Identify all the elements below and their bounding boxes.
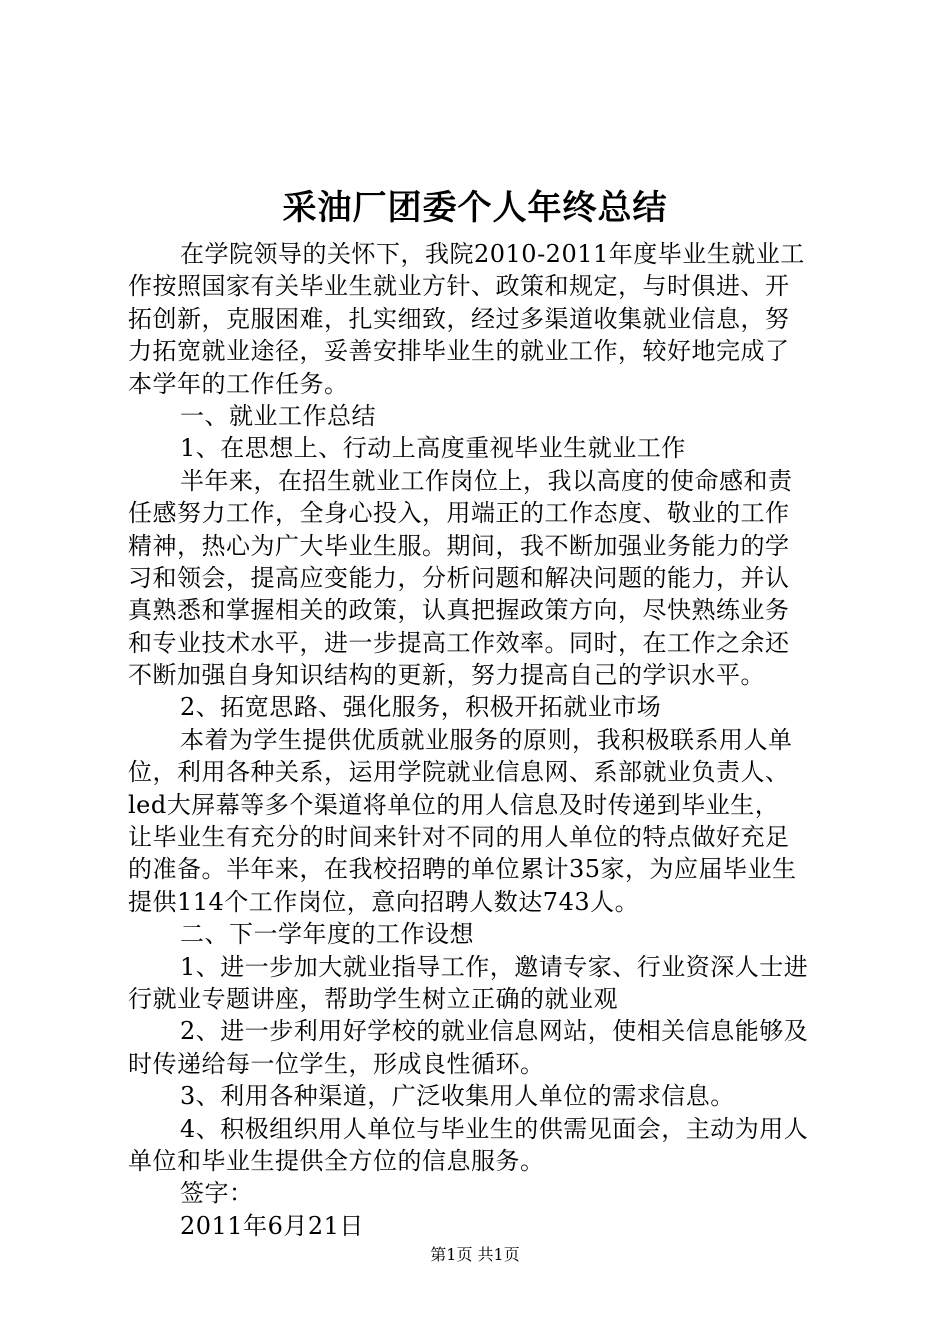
body-line: 的准备。半年来，在我校招聘的单位累计35家，为应届毕业生 <box>128 855 797 884</box>
body-line: 单位和毕业生提供全方位的信息服务。 <box>128 1146 545 1175</box>
section-heading: 二、下一学年度的工作设想 <box>180 920 474 949</box>
body-line: 拓创新，克服困难，扎实细致，经过多渠道收集就业信息，努 <box>128 304 790 333</box>
body-line: 让毕业生有充分的时间来针对不同的用人单位的特点做好充足 <box>128 823 790 852</box>
body-line: 力拓宽就业途径，妥善安排毕业生的就业工作，较好地完成了 <box>128 337 790 366</box>
body-line: 和专业技术水平，进一步提高工作效率。同时，在工作之余还 <box>128 628 790 657</box>
document-title: 采油厂团委个人年终总结 <box>282 188 668 228</box>
body-line: 习和领会，提高应变能力，分析问题和解决问题的能力，并认 <box>128 563 790 592</box>
body-line: 真熟悉和掌握相关的政策，认真把握政策方向，尽快熟练业务 <box>128 596 790 625</box>
document-date: 2011年6月21日 <box>180 1211 364 1240</box>
document-body <box>128 238 838 1242</box>
body-line: 任感努力工作，全身心投入，用端正的工作态度、敬业的工作 <box>128 499 790 528</box>
body-line: 3、利用各种渠道，广泛收集用人单位的需求信息。 <box>180 1082 735 1111</box>
body-line: 4、积极组织用人单位与毕业生的供需见面会，主动为用人 <box>180 1114 809 1143</box>
subsection-heading: 2、拓宽思路、强化服务，积极开拓就业市场 <box>180 693 662 722</box>
body-line: 作按照国家有关毕业生就业方针、政策和规定，与时俱进、开 <box>128 272 790 301</box>
body-line: 位，利用各种关系，运用学院就业信息网、系部就业负责人、 <box>128 758 790 787</box>
signature-label: 签字： <box>180 1179 254 1208</box>
body-line: 不断加强自身知识结构的更新，努力提高自己的学识水平。 <box>128 661 765 690</box>
body-line: 1、进一步加大就业指导工作，邀请专家、行业资深人士进 <box>180 952 809 981</box>
section-heading: 一、就业工作总结 <box>180 401 376 430</box>
body-line: led大屏幕等多个渠道将单位的用人信息及时传递到毕业生， <box>128 790 780 819</box>
body-line: 2、进一步利用好学校的就业信息网站，使相关信息能够及 <box>180 1017 809 1046</box>
body-line: 本学年的工作任务。 <box>128 369 349 398</box>
body-line: 提供114个工作岗位，意向招聘人数达743人。 <box>128 887 640 916</box>
body-line: 本着为学生提供优质就业服务的原则，我积极联系用人单 <box>180 725 793 754</box>
page-footer: 第1页 共1页 <box>430 1245 520 1264</box>
body-line: 行就业专题讲座，帮助学生树立正确的就业观 <box>128 984 618 1013</box>
subsection-heading: 1、在思想上、行动上高度重视毕业生就业工作 <box>180 434 686 463</box>
body-line: 精神，热心为广大毕业生服。期间，我不断加强业务能力的学 <box>128 531 790 560</box>
body-line: 时传递给每一位学生，形成良性循环。 <box>128 1049 545 1078</box>
body-line: 在学院领导的关怀下，我院2010-2011年度毕业生就业工 <box>180 240 805 268</box>
body-line: 半年来，在招生就业工作岗位上，我以高度的使命感和责 <box>180 466 793 495</box>
